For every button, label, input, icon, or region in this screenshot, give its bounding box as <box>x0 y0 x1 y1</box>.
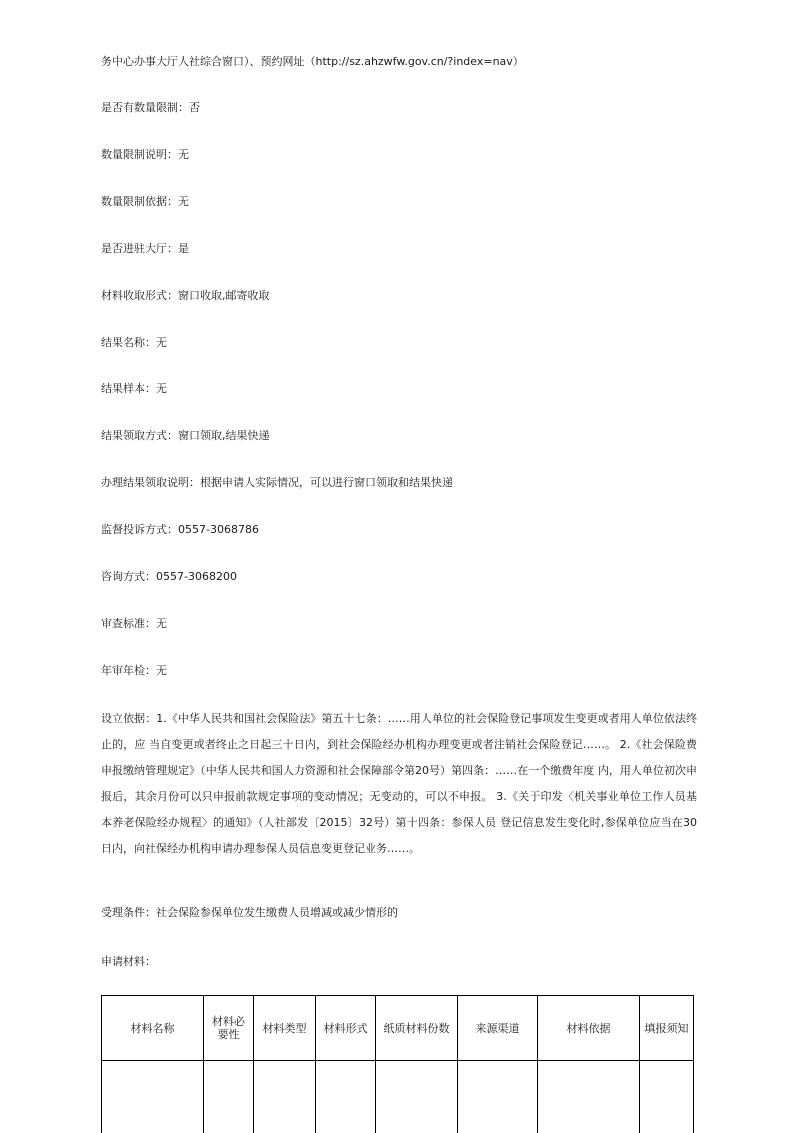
material-collection-form-line: 材料收取形式：窗口收取,邮寄收取 <box>101 289 270 303</box>
result-name-line: 结果名称：无 <box>101 336 167 350</box>
column-header-paper-copies: 纸质材料份数 <box>376 996 458 1061</box>
table-cell <box>102 1061 204 1133</box>
column-header-material-basis: 材料依据 <box>538 996 640 1061</box>
table-header-row <box>102 996 694 1061</box>
table-cell <box>376 1061 458 1133</box>
quantity-limit-basis-line: 数量限制依据：无 <box>101 195 189 209</box>
establishment-basis-paragraph: 设立依据：1.《中华人民共和国社会保险法》第五十七条：……用人单位的社会保险登记事项发生变更或者用人单位依法终止的，应 当自变更或者终止之日起三十日内，到社会保险经办机构办理变更或者注销社会保险登记……。 2.《社会保险费申报缴纳管理规定》（中华人民共和国人力资源和社会保障部令第20号）第四条：……在一个缴费年度 内，用人单位初次申报后，其余月份可以只申报前款规定事项的变动情况；无变动的，可以不申报。 3.《关于印发〈机关事业单位工作人员基本养老保险经办规程〉的通知》（人社部发〔2015〕32号）第十四条：参保人员 登记信息发生变化时,参保单位应当在30日内，向社保经办机构申请办理参保人员信息变更登记业务……。 <box>101 706 697 862</box>
quantity-limit-line: 是否有数量限制：否 <box>101 101 200 115</box>
result-pickup-description-line: 办理结果领取说明：根据申请人实际情况，可以进行窗口领取和结果快递 <box>101 476 453 490</box>
column-header-material-necessity: 材料必要性 <box>204 996 254 1061</box>
column-header-source-channel: 来源渠道 <box>458 996 538 1061</box>
table-cell <box>538 1061 640 1133</box>
table-cell <box>316 1061 376 1133</box>
quantity-limit-description-line: 数量限制说明：无 <box>101 148 189 162</box>
column-header-material-name: 材料名称 <box>102 996 204 1061</box>
acceptance-conditions-line: 受理条件：社会保险参保单位发生缴费人员增减或减少情形的 <box>101 906 398 920</box>
application-materials-label: 申请材料： <box>101 955 156 969</box>
table-cell <box>204 1061 254 1133</box>
in-hall-line: 是否进驻大厅：是 <box>101 242 189 256</box>
table-row <box>102 1061 694 1133</box>
result-pickup-method-line: 结果领取方式：窗口领取,结果快递 <box>101 429 270 443</box>
annual-review-line: 年审年检：无 <box>101 664 167 678</box>
consultation-contact-line: 咨询方式：0557-3068200 <box>101 570 237 584</box>
column-header-material-form: 材料形式 <box>316 996 376 1061</box>
result-sample-line: 结果样本：无 <box>101 382 167 396</box>
table-cell <box>254 1061 316 1133</box>
complaint-contact-line: 监督投诉方式：0557-3068786 <box>101 523 259 537</box>
table-cell <box>640 1061 694 1133</box>
application-materials-table <box>101 995 694 1133</box>
column-header-material-type: 材料类型 <box>254 996 316 1061</box>
column-header-filling-notes: 填报须知 <box>640 996 694 1061</box>
service-hall-address-line: 务中心办事大厅人社综合窗口）、预约网址（http://sz.ahzwfw.gov.cn/?index=nav） <box>101 55 524 69</box>
review-standard-line: 审查标准：无 <box>101 617 167 631</box>
table-cell <box>458 1061 538 1133</box>
